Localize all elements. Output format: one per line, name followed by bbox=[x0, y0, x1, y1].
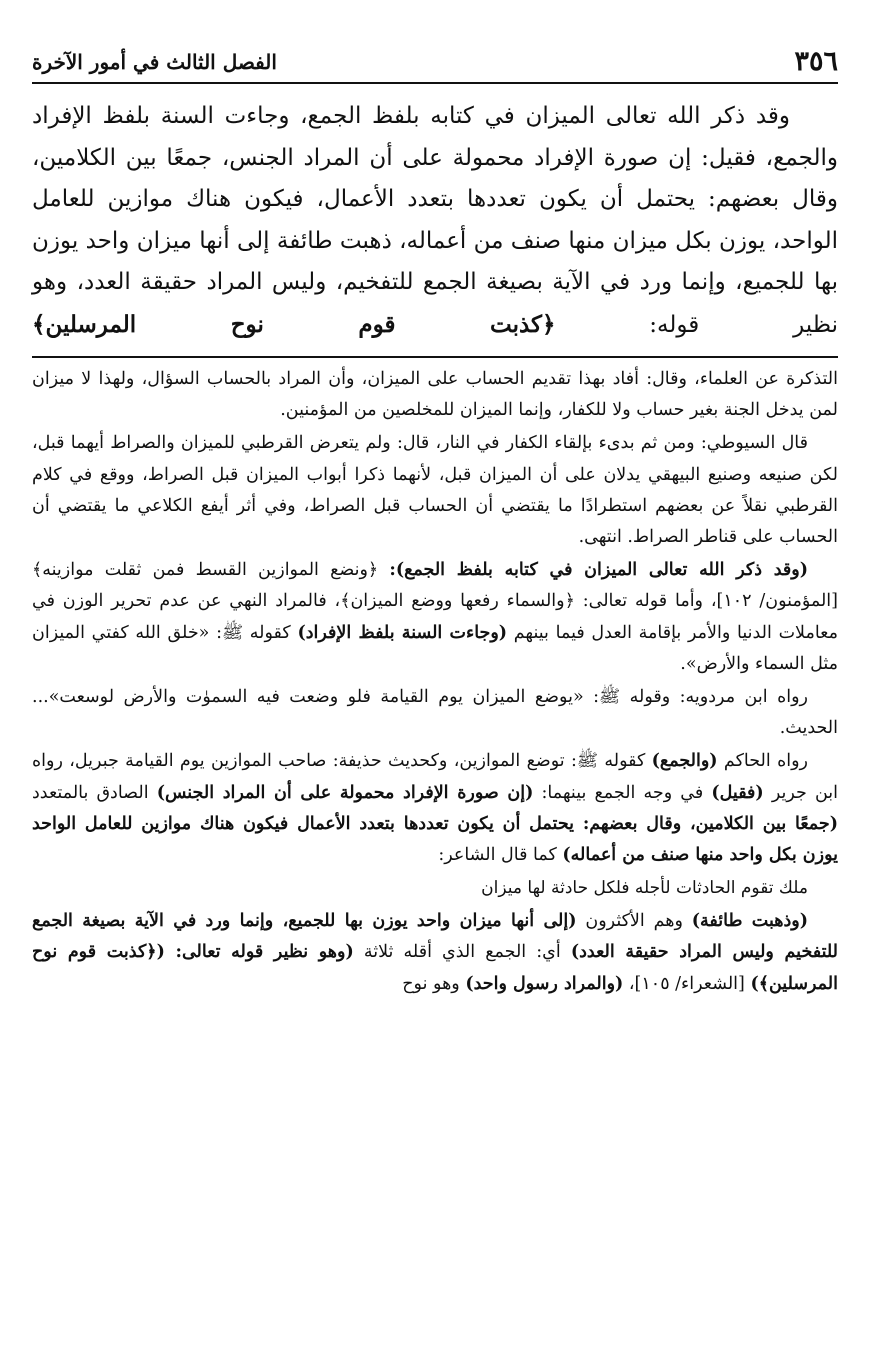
commentary-text: [الشعراء/ ١٠٥]، bbox=[623, 973, 751, 994]
commentary-paragraph-6 bbox=[32, 906, 838, 1000]
running-title: الفصل الثالث في أمور الآخرة bbox=[32, 50, 277, 74]
commentary-paragraph-4: رواه ابن مردويه: وقوله ﷺ: «يوضع الميزان يوم القيامة فلو وضعت فيه السموٰت والأرض لوسعت»... الحديث. bbox=[32, 687, 838, 739]
commentary-bold: (فقيل) bbox=[711, 782, 764, 803]
text-separator bbox=[32, 356, 838, 358]
commentary-bold: (والجمع) bbox=[651, 751, 718, 772]
commentary-paragraph-5 bbox=[32, 746, 838, 871]
commentary-text: كما قال الشاعر: bbox=[438, 845, 563, 866]
commentary-text: في وجه الجمع بينهما: bbox=[533, 782, 712, 803]
commentary-paragraph-3 bbox=[32, 555, 838, 680]
commentary-bold: (إن صورة الإفراد محمولة على أن المراد الجنس) bbox=[156, 782, 534, 803]
commentary-bold: (وجاءت السنة بلفظ الإفراد) bbox=[297, 622, 508, 643]
commentary-text: وهم الأكثرون bbox=[576, 911, 692, 932]
quran-quote: ﴿كذبت قوم نوح المرسلين﴾ bbox=[32, 310, 556, 338]
commentary-text: كقوله ﷺ: «خلق الله كفتي الميزان مثل السماء والأرض». bbox=[32, 622, 838, 674]
main-text-body: وقد ذكر الله تعالى الميزان في كتابه بلفظ الجمع، وجاءت السنة بلفظ الإفراد والجمع، فقيل: إن صورة الإفراد محمولة على أن المراد الجنس، جمعًا بين الكلامين، وقال بعضهم: يحتمل أن يكون تعددها بتعدد الأعمال، فيكون هناك موازين للعامل الواحد، يوزن بكل ميزان منها صنف من أعماله، ذهبت طائفة إلى أنها ميزان واحد يوزن بها للجميع، وإنما ورد في الآية بصيغة الجمع للتفخيم، وليس المراد حقيقة العدد، وهو نظير قوله: bbox=[32, 103, 838, 338]
page-number: ٣٥٦ bbox=[794, 46, 838, 77]
commentary-paragraph-1: التذكرة عن العلماء، وقال: أفاد بهذا تقديم الحساب على الميزان، وأن المراد بالحساب السؤال، ولهذا لا ميزان لمن يدخل الجنة بغير حساب ولا للكفار، وإنما الميزان للمخلصين من المؤمنين. bbox=[32, 369, 838, 421]
commentary-bold: (وذهبت طائفة) bbox=[691, 911, 808, 932]
commentary-text: الصادق بالمتعدد bbox=[32, 782, 157, 803]
main-text bbox=[32, 96, 838, 346]
commentary-bold: (جمعًا بين الكلامين، وقال بعضهم: يحتمل أن يكون تعددها بتعدد الأعمال فيكون هناك موازين للعامل الواحد يوزن بكل واحد منها صنف من أعماله) bbox=[32, 813, 838, 866]
commentary-bold: (وقد ذكر الله تعالى الميزان في كتابه بلفظ الجمع): bbox=[389, 560, 809, 581]
page-header bbox=[32, 40, 838, 84]
commentary-text: ﴿ونضع الموازين القسط فمن ثقلت موازينه﴾ [المؤمنون/ ١٠٢]، وأما قوله تعالى: ﴿والسماء رفعها ووضع الميزان﴾، فالمراد النهي عن عدم تحرير الوزن في معاملات الدنيا والأمر بإقامة العدل فيما بينهم bbox=[32, 560, 839, 643]
commentary-text: أي: الجمع الذي أقله ثلاثة bbox=[353, 942, 571, 963]
commentary-bold: (والمراد رسول واحد) bbox=[465, 973, 624, 994]
commentary-text: رواه الحاكم bbox=[717, 751, 809, 772]
poetry-verse: ملك تقوم الحادثات لأجله فلكل حادثة لها ميزان bbox=[481, 878, 808, 899]
commentary-text: وهو نوح bbox=[402, 973, 466, 994]
commentary-bold: (وهو نظير قوله تعالى: (﴿كذبت قوم نوح المرسلين﴾) bbox=[32, 942, 838, 994]
commentary-bold: (إلى أنها ميزان واحد يوزن بها للجميع، وإنما ورد في الآية بصيغة الجمع للتفخيم وليس المراد حقيقة العدد) bbox=[32, 911, 838, 963]
document-page bbox=[32, 40, 838, 1002]
commentary-text: كقوله ﷺ: توضع الموازين، وكحديث حذيفة: صاحب الموازين يوم القيامة جبريل، رواه ابن جرير bbox=[32, 751, 838, 803]
commentary bbox=[32, 364, 838, 1000]
commentary-paragraph-2: قال السيوطي: ومن ثم بدىء بإلقاء الكفار في النار، قال: ولم يتعرض القرطبي للميزان والصراط أيهما قبل، لكن صنيعه وصنيع البيهقي يدلان على أن الميزان قبل، لأنهما ذكرا أبواب الميزان قبل الصراط، ووقع في كلام القرطبي نقلاً عن بعضهم استطرادًا ما يقتضي أن الحساب قبل الصراط، وفي أثر أيفع الكلاعي ما يقتضي أن الحساب على قناطر الصراط. انتهى. bbox=[32, 433, 838, 548]
